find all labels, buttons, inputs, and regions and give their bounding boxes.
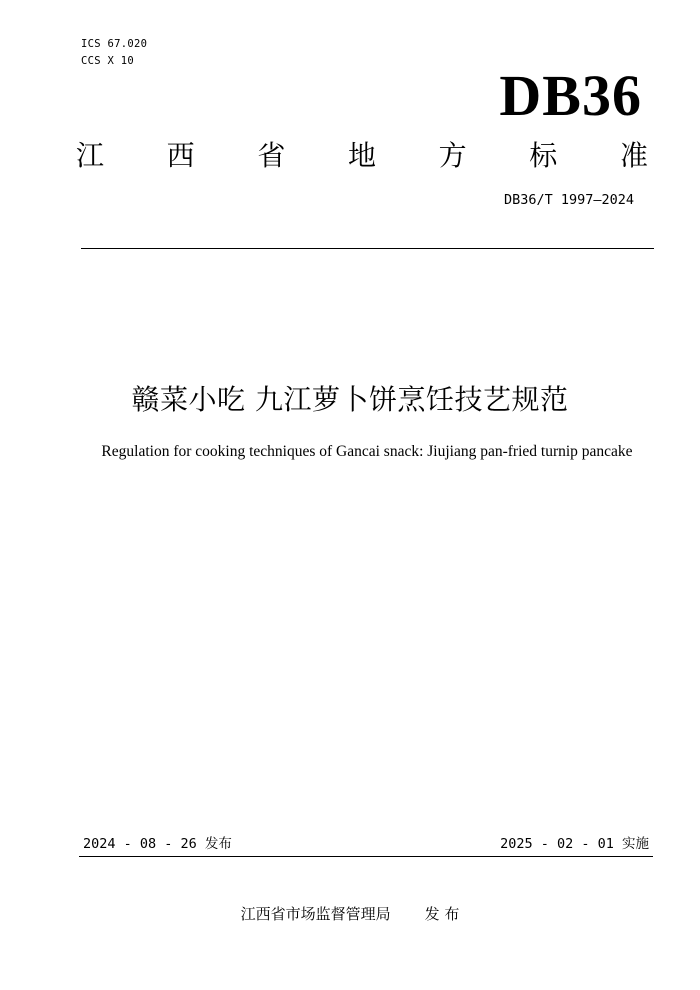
standard-type-char: 标 — [529, 139, 558, 172]
bottom-divider — [79, 856, 653, 857]
standard-number: DB36/T 1997—2024 — [503, 192, 634, 208]
date-row — [83, 834, 649, 854]
issue-date: 2024 - 08 - 26 发布 — [83, 836, 232, 852]
issuer-name: 江西省市场监督管理局 — [240, 905, 391, 923]
top-divider — [81, 248, 654, 249]
issuer-line — [0, 904, 700, 924]
standard-type-char: 地 — [347, 139, 376, 172]
standard-type-char: 江 — [76, 139, 105, 172]
standard-type-char: 西 — [166, 139, 195, 172]
classification-codes — [81, 36, 147, 70]
ccs-code: CCS X 10 — [81, 55, 134, 67]
standard-type-char: 准 — [619, 139, 648, 172]
db-mark: DB36 — [499, 63, 642, 128]
implementation-date: 2025 - 02 - 01 实施 — [500, 836, 649, 852]
standard-type-char: 方 — [438, 139, 467, 172]
standard-type-heading — [76, 134, 648, 174]
title-chinese: 赣菜小吃 九江萝卜饼烹饪技艺规范 — [131, 383, 569, 416]
issuer-action: 发 布 — [424, 905, 460, 923]
title-english: Regulation for cooking techniques of Gancai snack: Jiujiang pan-fried turnip pancake — [101, 443, 633, 460]
ics-code: ICS 67.020 — [81, 38, 148, 50]
standard-type-char: 省 — [257, 139, 286, 172]
